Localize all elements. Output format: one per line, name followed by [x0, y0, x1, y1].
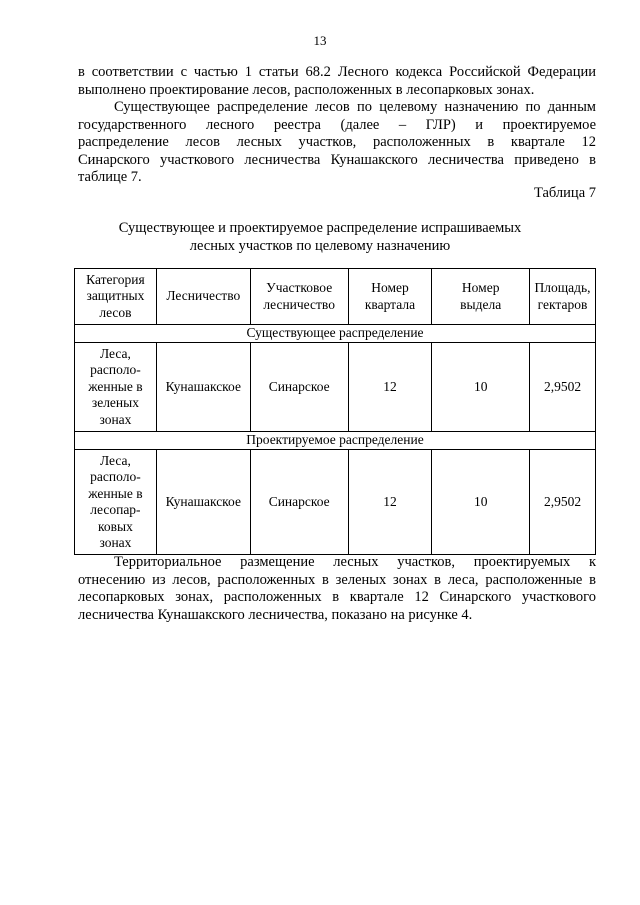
- header-section: Номер выдела: [432, 269, 530, 325]
- cell-district: Синарское: [250, 343, 348, 432]
- paragraph-distribution: [78, 99, 596, 187]
- table-section-row: [75, 325, 596, 343]
- header-forestry: Лесничество: [156, 269, 250, 325]
- header-quarter: Номер квартала: [348, 269, 432, 325]
- text-line: таблице 7.: [78, 169, 142, 185]
- cell-area: 2,9502: [530, 343, 596, 432]
- table-title-line: Существующее и проектируемое распределение испрашиваемых: [118, 220, 522, 236]
- text-line: Территориальное размещение лесных участков, проектируемых к: [114, 554, 596, 570]
- header-category: Категория защитных лесов: [75, 269, 157, 325]
- table-section-row: [75, 432, 596, 450]
- text-line: Существующее распределение лесов по целевому назначению по данным: [114, 99, 596, 115]
- cell-section: 10: [432, 450, 530, 555]
- page-number: 13: [313, 33, 327, 48]
- cell-area: 2,9502: [530, 450, 596, 555]
- text-line: выполнено проектирование лесов, расположенных в лесопарковых зонах.: [78, 81, 535, 98]
- table-title: [0, 220, 640, 255]
- text-line: в соответствии с частью 1 статьи 68.2 Лесного кодекса Российской Федерации: [78, 64, 596, 80]
- section-projected: Проектируемое распределение: [75, 432, 596, 450]
- header-district: Участковое лесничество: [250, 269, 348, 325]
- distribution-table: [74, 268, 596, 555]
- paragraph-intro: [78, 64, 596, 99]
- cell-forestry: Кунашакское: [156, 343, 250, 432]
- text-line: лесничества Кунашакского лесничества, показано на рисунке 4.: [78, 606, 473, 623]
- cell-section: 10: [432, 343, 530, 432]
- header-area: Площадь, гектаров: [530, 269, 596, 325]
- table-row: [75, 343, 596, 432]
- table-header-row: [75, 269, 596, 325]
- text-line: лесопарковых зонах, расположенных в квартале 12 Синарского участкового: [78, 589, 596, 605]
- text-line: Синарского участкового лесничества Кунашакского лесничества приведено в: [78, 151, 596, 168]
- cell-quarter: 12: [348, 450, 432, 555]
- section-existing: Существующее распределение: [75, 325, 596, 343]
- cell-category: Леса, располо- женные в зеленых зонах: [75, 343, 157, 432]
- cell-forestry: Кунашакское: [156, 450, 250, 555]
- text-line: отнесению из лесов, расположенных в зеленых зонах в леса, расположенные в: [78, 571, 596, 588]
- text-line: государственного лесного реестра (далее – ГЛР) и проектируемое: [78, 116, 596, 133]
- cell-category: Леса, располо- женные в лесопар- ковых зонах: [75, 450, 157, 555]
- paragraph-placement: [78, 554, 596, 624]
- cell-district: Синарское: [250, 450, 348, 555]
- cell-quarter: 12: [348, 343, 432, 432]
- table-label: Таблица 7: [533, 185, 596, 201]
- text-line: распределение лесов лесных участков, расположенных в квартале 12: [78, 134, 596, 150]
- table-row: [75, 450, 596, 555]
- table-title-line: лесных участков по целевому назначению: [189, 237, 451, 254]
